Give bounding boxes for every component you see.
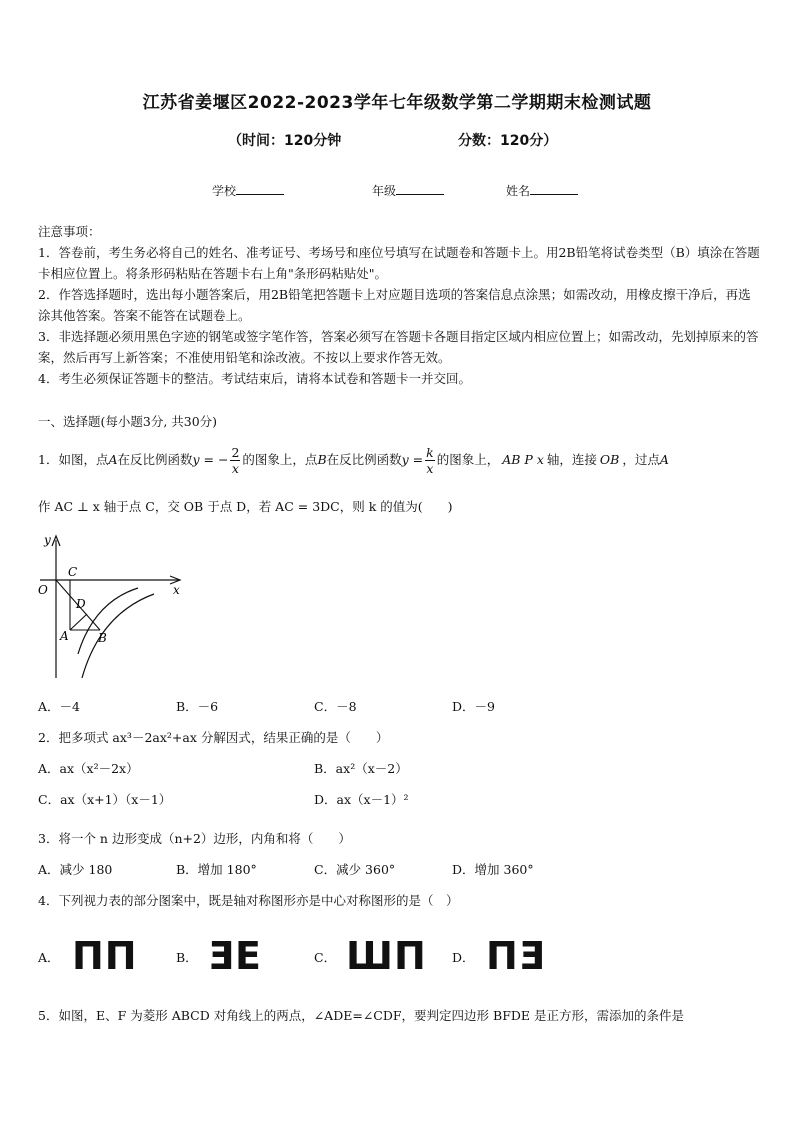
q1-formula: AB P x xyxy=(502,452,544,467)
school-label: 学校 xyxy=(212,184,237,198)
grade-field xyxy=(372,182,444,199)
q4-eye-chart-b: ƎE xyxy=(208,934,262,978)
q3-option-b: B．增加 180° xyxy=(176,862,257,877)
note-item: 1．答卷前，考生务必将自己的姓名、准考证号、考场号和座位号填写在试题卷和答题卡上。用2B铅笔将试卷类型（B）填涂在答题卡相应位置上。将条形码粘贴在答题卡右上角"条形码粘贴处"。 xyxy=(38,245,760,281)
q1-option-b: B．－6 xyxy=(176,699,219,714)
q1-text: 在反比例函数 xyxy=(326,452,402,467)
grade-label: 年级 xyxy=(372,184,397,198)
q1-formula: y = xyxy=(401,452,424,467)
q1-fraction-2 xyxy=(425,445,435,476)
note-item: 4．考生必须保证答题卡的整洁。考试结束后，请将本试卷和答题卡一并交回。 xyxy=(38,371,471,386)
q4-eye-chart-d: ПƎ xyxy=(486,934,546,978)
school-field xyxy=(212,182,284,199)
exam-score: 分数：120分） xyxy=(458,133,558,149)
question-4-stem: 4．下列视力表的部分图案中，既是轴对称图形亦是中心对称图形的是（ ） xyxy=(38,893,459,908)
q1-option-a: A．－4 xyxy=(38,699,80,714)
exam-time: （时间：120分钟 xyxy=(228,133,342,149)
notes-block xyxy=(38,221,760,389)
q1-option-d: D．－9 xyxy=(452,699,495,714)
q2-option-a: A．ax（x²－2x） xyxy=(38,761,139,776)
q2-option-c: C．ax（x+1）（x－1） xyxy=(38,792,172,807)
label-a: A xyxy=(60,629,69,643)
curve-k-over-x xyxy=(82,594,154,678)
note-item: 3．非选择题必须用黑色字迹的钢笔或签字笔作答，答案必须写在答题卡各题目指定区域内相应位置上；如需改动，先划掉原来的答案，然后再写上新答案；不准使用铅笔和涂改液。不按以上要求作答无效。 xyxy=(38,329,759,365)
notes-heading: 注意事项： xyxy=(38,224,101,239)
note-item: 2．作答选择题时，选出每小题答案后，用2B铅笔把答题卡上对应题目选项的答案信息点涂黑；如需改动，用橡皮擦干净后，再选涂其他答案。答案不能答在试题卷上。 xyxy=(38,287,751,323)
q1-figure xyxy=(34,532,194,684)
q4-label-c: C． xyxy=(314,950,337,965)
q1-text: ，过点 xyxy=(622,452,660,467)
q3-option-d: D．增加 360° xyxy=(452,862,534,877)
fraction-denominator: x xyxy=(426,461,434,476)
q4-eye-chart-c: ШП xyxy=(346,934,427,978)
school-blank xyxy=(236,182,284,195)
q1-var: OB xyxy=(599,452,620,467)
q1-text: 的图象上，点 xyxy=(242,452,318,467)
q1-text: 轴，连接 xyxy=(546,452,597,467)
page-title: 江苏省姜堰区2022-2023学年七年级数学第二学期期末检测试题 xyxy=(142,93,652,113)
q4-label-d: D． xyxy=(452,950,475,965)
fraction-denominator: x xyxy=(231,461,239,476)
q1-var: A xyxy=(659,452,669,467)
grade-blank xyxy=(396,182,444,195)
q1-text: 的图象上， xyxy=(436,452,500,467)
fraction-numerator: 2 xyxy=(231,445,240,460)
q1-text: 在反比例函数 xyxy=(117,452,193,467)
q4-label-b: B． xyxy=(176,950,198,965)
question-2-stem: 2．把多项式 ax³－2ax²+ax 分解因式，结果正确的是（ ） xyxy=(38,730,389,745)
q1-formula: y = − xyxy=(192,452,229,467)
label-b: B xyxy=(98,631,107,645)
q1-var: B xyxy=(317,452,327,467)
q1-option-c: C．－8 xyxy=(314,699,357,714)
q1-var: A xyxy=(108,452,118,467)
q3-option-c: C．减少 360° xyxy=(314,862,396,877)
q2-option-b: B．ax²（x－2） xyxy=(314,761,408,776)
q1-text: 1．如图，点 xyxy=(38,452,109,467)
label-x: x xyxy=(173,583,180,597)
q2-option-d: D．ax（x－1）² xyxy=(314,792,409,807)
q4-label-a: A． xyxy=(38,950,60,965)
name-field xyxy=(506,182,578,199)
section-heading: 一、选择题(每小题3分, 共30分) xyxy=(38,414,218,429)
curve-minus-2-over-x xyxy=(78,588,138,654)
question-3-stem: 3．将一个 n 边形变成（n+2）边形，内角和将（ ） xyxy=(38,831,351,846)
name-blank xyxy=(530,182,578,195)
label-c: C xyxy=(68,565,78,579)
q4-eye-chart-a: ПП xyxy=(72,934,138,978)
q1-fraction-1 xyxy=(230,445,240,476)
label-d: D xyxy=(76,597,86,611)
fraction-numerator: k xyxy=(426,445,434,460)
question-1-line-2: 作 AC ⊥ x 轴于点 C，交 OB 于点 D，若 AC = 3DC，则 k 的值为( ) xyxy=(38,499,453,514)
question-1-line-1 xyxy=(38,440,758,480)
segment-ad xyxy=(70,614,87,630)
q3-option-a: A．减少 180 xyxy=(38,862,113,877)
question-5-stem: 5．如图，E、F 为菱形 ABCD 对角线上的两点，∠ADE=∠CDF，要判定四边形 BFDE 是正方形，需添加的条件是 xyxy=(38,1008,685,1023)
name-label: 姓名 xyxy=(506,184,531,198)
label-o: O xyxy=(38,583,48,597)
label-y: y xyxy=(44,533,51,547)
